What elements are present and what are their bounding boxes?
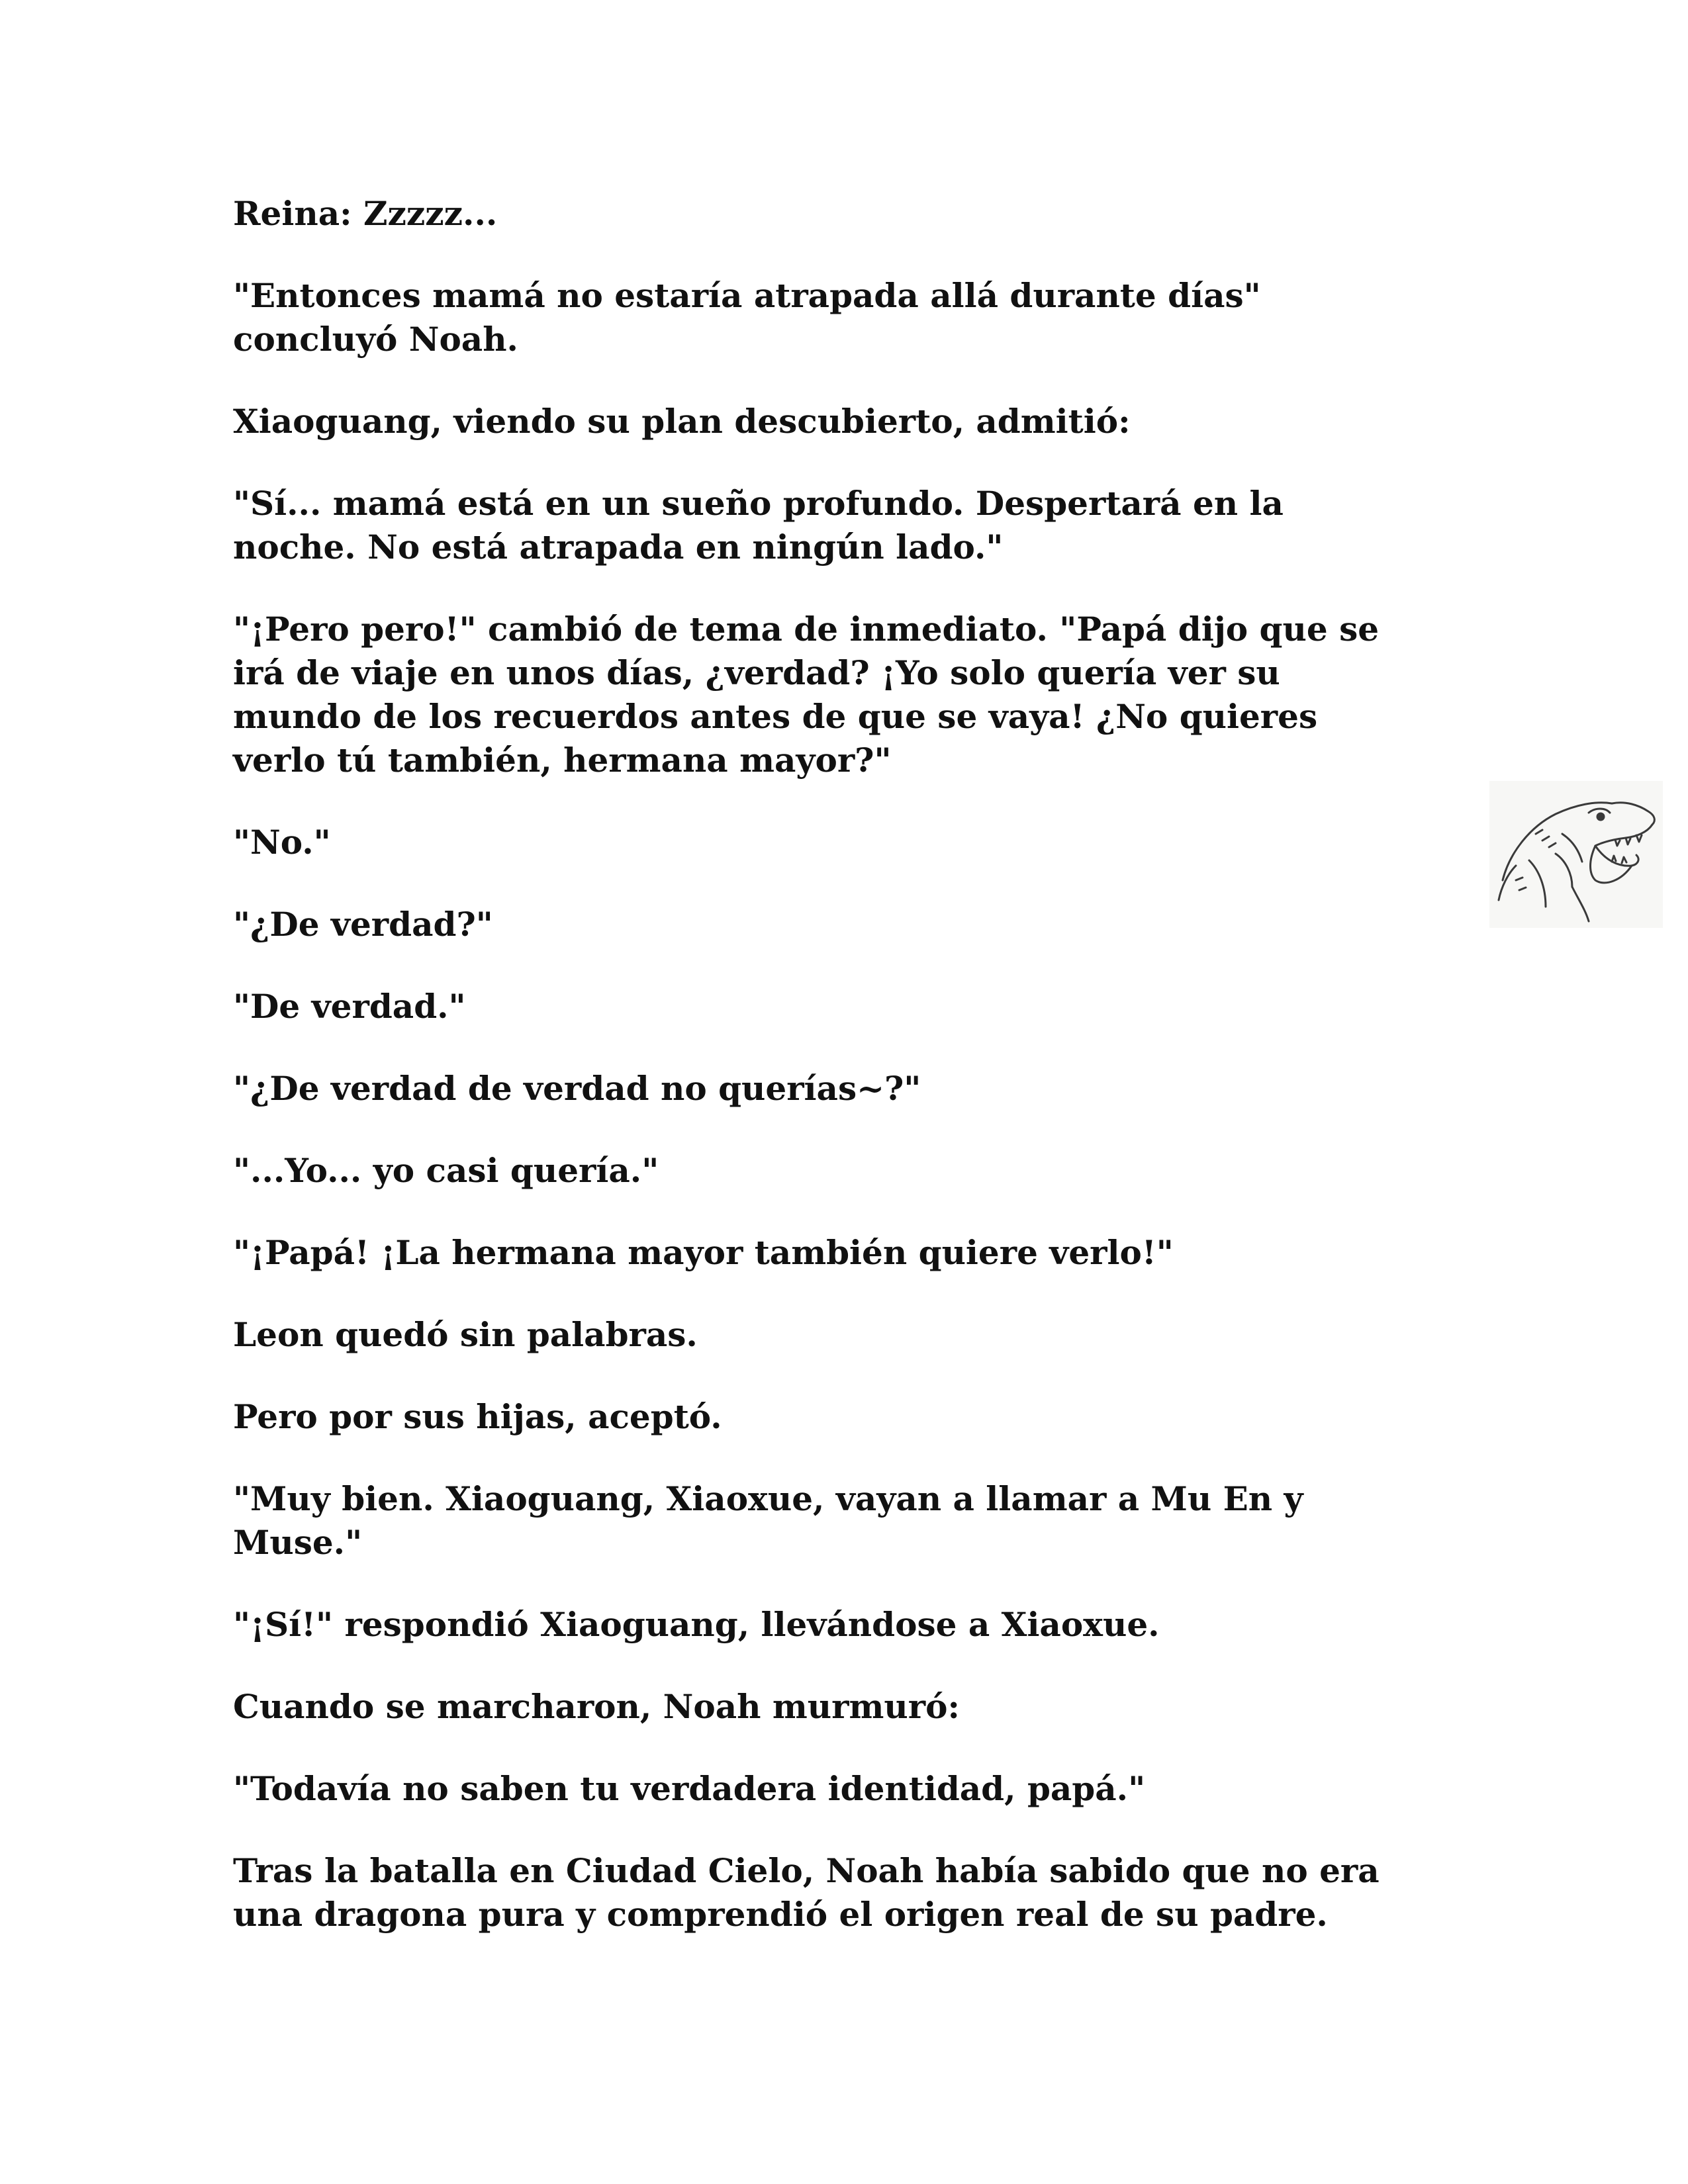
paragraph <box>233 274 1451 361</box>
paragraph <box>233 192 1451 236</box>
text-line: irá de viaje en unos días, ¿verdad? ¡Yo solo quería ver su <box>233 653 1280 692</box>
text-line: Cuando se marcharon, Noah murmuró: <box>233 1687 960 1726</box>
paragraph <box>233 482 1451 569</box>
paragraph <box>233 1477 1451 1565</box>
text-line: noche. No está atrapada en ningún lado." <box>233 527 1004 567</box>
text-line: "Sí... mamá está en un sueño profundo. Despertará en la <box>233 484 1284 523</box>
paragraph <box>233 1149 1451 1193</box>
paragraph <box>233 608 1451 782</box>
text-line: "¿De verdad de verdad no querías~?" <box>233 1069 921 1108</box>
paragraph <box>233 1067 1451 1111</box>
text-line: verlo tú también, hermana mayor?" <box>233 741 892 780</box>
text-line: Muse." <box>233 1523 363 1562</box>
text-line: "¿De verdad?" <box>233 905 493 944</box>
text-line: "¡Sí!" respondió Xiaoguang, llevándose a Xiaoxue. <box>233 1605 1160 1644</box>
paragraph <box>233 400 1451 443</box>
paragraph <box>233 903 1451 946</box>
text-line: Tras la batalla en Ciudad Cielo, Noah había sabido que no era <box>233 1851 1380 1890</box>
text-line: concluyó Noah. <box>233 320 518 359</box>
text-line: "¡Papá! ¡La hermana mayor también quiere verlo!" <box>233 1233 1174 1272</box>
text-line: Leon quedó sin palabras. <box>233 1315 698 1354</box>
paragraph <box>233 1849 1451 1936</box>
text-line: Xiaoguang, viendo su plan descubierto, admitió: <box>233 402 1131 441</box>
paragraph <box>233 1231 1451 1275</box>
paragraph <box>233 821 1451 864</box>
paragraph <box>233 1685 1451 1729</box>
text-line: Reina: Zzzzz... <box>233 194 498 233</box>
text-line: "De verdad." <box>233 987 466 1026</box>
paragraph <box>233 985 1451 1028</box>
text-line: Pero por sus hijas, aceptó. <box>233 1397 722 1436</box>
story-text <box>233 192 1451 1975</box>
text-line: "...Yo... yo casi quería." <box>233 1151 659 1190</box>
paragraph <box>233 1313 1451 1357</box>
text-line: mundo de los recuerdos antes de que se vaya! ¿No quieres <box>233 697 1318 736</box>
paragraph <box>233 1603 1451 1647</box>
text-line: "¡Pero pero!" cambió de tema de inmediato. "Papá dijo que se <box>233 610 1380 649</box>
text-line: una dragona pura y comprendió el origen real de su padre. <box>233 1895 1328 1934</box>
paragraph <box>233 1395 1451 1439</box>
text-line: "Todavía no saben tu verdadera identidad, papá." <box>233 1769 1146 1808</box>
text-line: "No." <box>233 823 331 862</box>
text-line: "Muy bien. Xiaoguang, Xiaoxue, vayan a llamar a Mu En y <box>233 1479 1303 1518</box>
text-line: "Entonces mamá no estaría atrapada allá durante días" <box>233 276 1261 315</box>
paragraph <box>233 1767 1451 1811</box>
dinosaur-head-sketch-icon <box>1489 781 1663 928</box>
